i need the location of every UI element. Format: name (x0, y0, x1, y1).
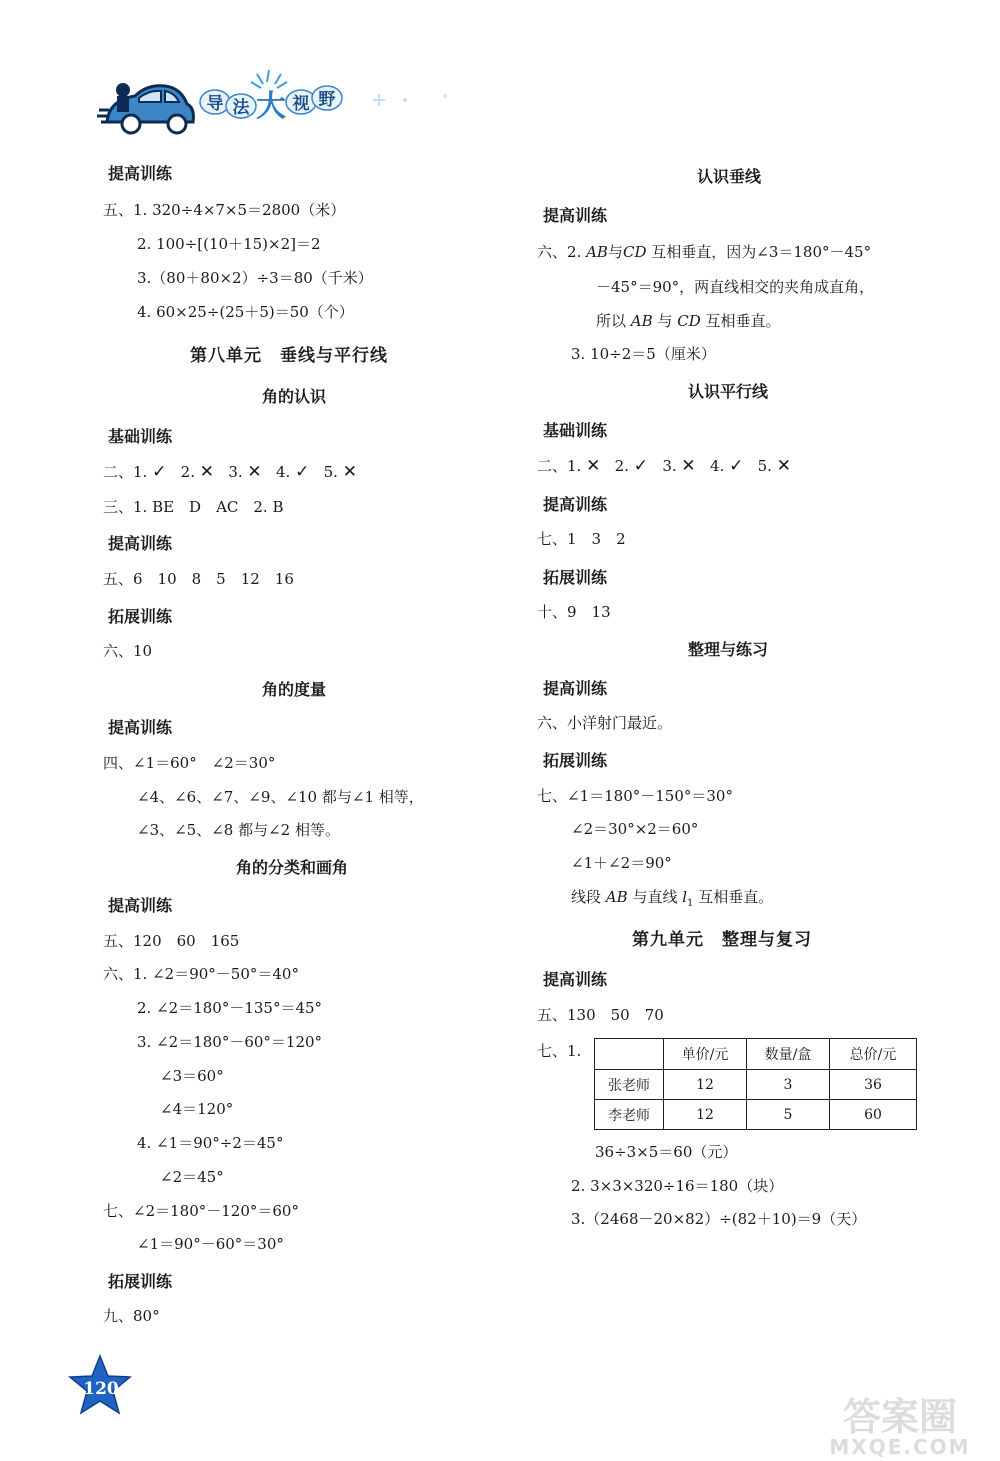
check-mark-icon: ✓ (633, 456, 648, 476)
lesson-title: 认识垂线 (697, 167, 762, 186)
answer-line: 五、130 50 70 (537, 1006, 664, 1024)
table-cell: 张老师 (595, 1070, 664, 1100)
table-cell: 12 (664, 1070, 747, 1100)
answer-line: ∠3、∠5、∠8 都与∠2 相等。 (137, 821, 340, 839)
check-mark-icon: ✓ (152, 462, 167, 482)
item-label: 二、1. (537, 457, 582, 475)
answer-line: 五、120 60 165 (103, 932, 240, 950)
section-heading: 提高训练 (108, 896, 173, 915)
table-cell: 3 (747, 1070, 830, 1100)
page-number-badge (68, 1354, 132, 1416)
section-heading: 提高训练 (543, 206, 608, 225)
answer-line: 36÷3×5＝60（元） (595, 1143, 738, 1161)
section-heading: 拓展训练 (108, 1272, 173, 1291)
page-number: 120 (83, 1379, 119, 1399)
watermark-url: MXQE.COM (829, 1435, 971, 1458)
table-cell: 5 (747, 1100, 830, 1130)
answer-line: 十、9 13 (537, 603, 611, 621)
answer-line: 2. ∠2＝180°－135°＝45° (137, 999, 323, 1017)
title-char-3: 大 (256, 89, 286, 124)
title-char-2: 法 (232, 98, 250, 118)
answer-line: 六、1. ∠2＝90°－50°＝40° (103, 965, 299, 983)
check-mark-icon: ✓ (295, 462, 310, 482)
item-label: 5. (757, 457, 772, 475)
answer-line: 七、∠2＝180°－120°＝60° (103, 1202, 299, 1220)
price-table (594, 1038, 917, 1130)
section-heading: 提高训练 (108, 164, 173, 183)
text: 所以 (596, 312, 627, 330)
line-name: CD (622, 243, 647, 261)
section-heading: 提高训练 (543, 970, 608, 989)
item-label: 4. (709, 457, 725, 475)
answer-line: 六、小洋射门最近。 (537, 714, 673, 732)
item-label: 六、2. (537, 243, 582, 261)
header-logo (95, 60, 475, 140)
subscript: 1 (687, 898, 694, 909)
answer-line: 3. 10÷2＝5（厘米） (571, 345, 716, 363)
line-name: CD (677, 312, 701, 330)
answer-line: 2. 100÷[(10＋15)×2]＝2 (137, 235, 321, 253)
section-heading: 提高训练 (543, 679, 608, 698)
cross-mark-icon: ✕ (247, 462, 262, 482)
table-cell: 总价/元 (830, 1039, 917, 1070)
cross-mark-icon: ✕ (199, 462, 214, 482)
item-label: 3. (662, 457, 677, 475)
answer-line: 2. 3×3×320÷16＝180（块） (571, 1177, 784, 1195)
text: 与 (607, 243, 623, 261)
answer-line: 五、1. 320÷4×7×5＝2800（米） (103, 201, 346, 219)
lesson-title: 角的度量 (262, 680, 327, 699)
car-cartoon-icon (97, 83, 193, 133)
line-name: AB (586, 243, 608, 261)
lesson-title: 认识平行线 (688, 382, 769, 401)
item-label: 3. (228, 463, 243, 481)
check-mark-icon: ✓ (729, 456, 744, 476)
answer-line (571, 886, 773, 909)
answer-line: 3.（80＋80×2）÷3＝80（千米） (137, 269, 373, 287)
table-cell: 单价/元 (664, 1039, 747, 1070)
answer-line: 七、∠1＝180°－150°＝30° (537, 787, 733, 805)
table-header-row (595, 1039, 917, 1070)
answer-line (537, 241, 871, 262)
answer-line: ∠2＝30°×2＝60° (571, 820, 699, 838)
cross-mark-icon: ✕ (342, 462, 357, 482)
answer-line: 4. ∠1＝90°÷2＝45° (137, 1134, 284, 1152)
text: 与 (657, 312, 673, 330)
header-title-art (200, 70, 447, 124)
watermark-text: 答案圈 (842, 1395, 958, 1439)
lesson-title: 角的认识 (262, 387, 327, 406)
answer-line: 五、6 10 8 5 12 16 (103, 570, 294, 588)
answer-line (596, 310, 781, 331)
answer-line: ∠3＝60° (160, 1067, 224, 1085)
table-cell (595, 1039, 664, 1070)
answer-line: 四、∠1＝60° ∠2＝30° (103, 754, 276, 772)
answer-line: ∠1＝90°－60°＝30° (137, 1235, 284, 1253)
line-name: l (682, 888, 688, 906)
section-heading: 拓展训练 (108, 607, 173, 626)
unit-title: 第八单元 垂线与平行线 (190, 346, 388, 366)
cross-mark-icon: ✕ (586, 456, 601, 476)
answer-line: 三、1. BE D AC 2. B (103, 498, 284, 516)
section-heading: 基础训练 (543, 421, 608, 440)
title-char-1: 导 (206, 94, 224, 114)
table-row (595, 1100, 917, 1130)
answer-line: ∠4、∠6、∠7、∠9、∠10 都与∠1 相等， (137, 788, 424, 806)
cross-mark-icon: ✕ (681, 456, 696, 476)
text: 与直线 (632, 888, 678, 906)
line-name: AB (605, 888, 628, 906)
watermark-logo (808, 1388, 993, 1458)
lesson-title: 角的分类和画角 (236, 858, 349, 877)
title-char-4: 视 (292, 94, 310, 114)
answer-line: 九、80° (103, 1307, 160, 1325)
item-label: 2. (614, 457, 629, 475)
text: 互相垂直。 (705, 312, 781, 330)
lesson-title: 整理与练习 (688, 640, 769, 659)
answer-line-judgement (103, 461, 357, 482)
table-cell: 数量/盒 (747, 1039, 830, 1070)
table-cell: 李老师 (595, 1100, 664, 1130)
item-label: 2. (180, 463, 195, 481)
answer-line-judgement (537, 455, 791, 476)
line-name: AB (630, 312, 653, 330)
text: 互相垂直，因为∠3＝180°－45° (651, 243, 872, 261)
section-heading: 拓展训练 (543, 751, 608, 770)
answer-line: 六、10 (103, 642, 153, 660)
answer-line: 4. 60×25÷(25＋5)＝50（个） (137, 303, 354, 321)
item-label: 二、1. (103, 463, 148, 481)
table-cell: 60 (830, 1100, 917, 1130)
text: 线段 (571, 888, 602, 906)
section-heading: 拓展训练 (543, 568, 608, 587)
section-heading: 提高训练 (108, 718, 173, 737)
answer-line: 七、1. (537, 1042, 582, 1060)
item-label: 4. (275, 463, 291, 481)
answer-line: －45°＝90°，两直线相交的夹角成直角， (596, 278, 875, 296)
answer-line: ∠4＝120° (160, 1100, 234, 1118)
text: 互相垂直。 (698, 888, 774, 906)
answer-line: ∠1＋∠2＝90° (571, 854, 672, 872)
cross-mark-icon: ✕ (776, 456, 791, 476)
table-cell: 36 (830, 1070, 917, 1100)
answer-line: ∠2＝45° (160, 1168, 224, 1186)
table-cell: 12 (664, 1100, 747, 1130)
unit-title: 第九单元 整理与复习 (632, 930, 812, 950)
answer-line: 七、1 3 2 (537, 530, 626, 548)
item-label: 5. (323, 463, 338, 481)
section-heading: 基础训练 (108, 427, 173, 446)
answer-line: 3. ∠2＝180°－60°＝120° (137, 1033, 323, 1051)
table-row (595, 1070, 917, 1100)
section-heading: 提高训练 (108, 534, 173, 553)
title-char-5: 野 (318, 90, 336, 110)
answer-line: 3.（2468－20×82）÷(82＋10)＝9（天） (571, 1210, 867, 1228)
section-heading: 提高训练 (543, 495, 608, 514)
